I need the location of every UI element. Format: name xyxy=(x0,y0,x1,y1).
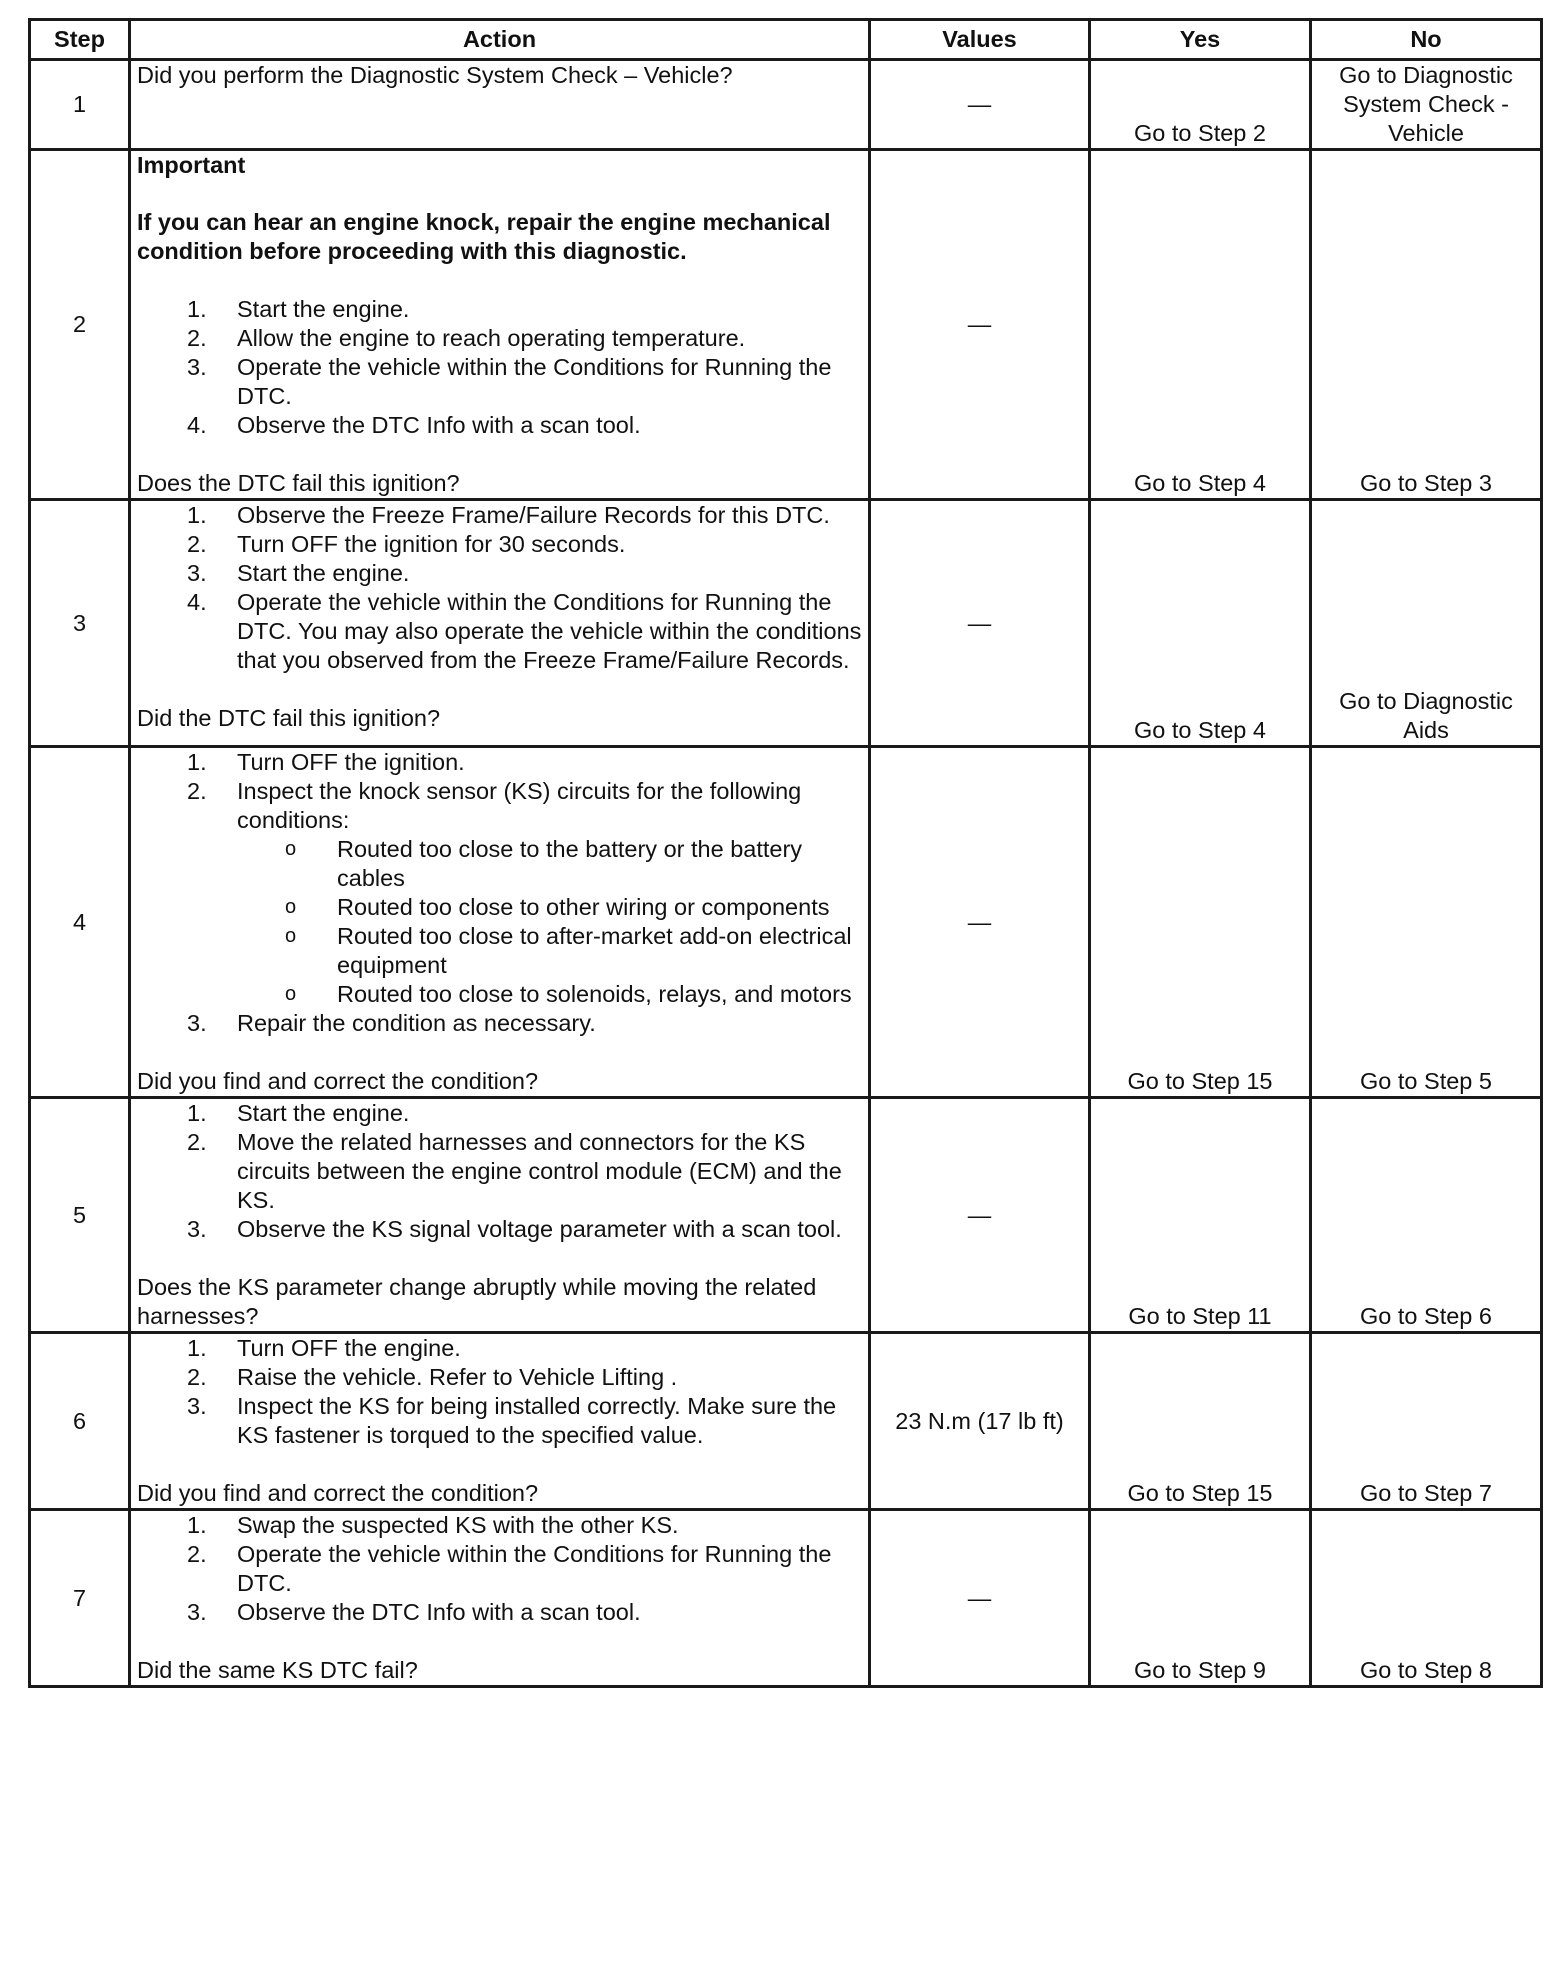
no-result: Go to Step 8 xyxy=(1311,1510,1542,1687)
header-values: Values xyxy=(870,20,1090,60)
instruction-list xyxy=(137,1099,862,1244)
value-cell: — xyxy=(870,500,1090,747)
instruction-item xyxy=(137,353,862,411)
spacer xyxy=(137,1627,862,1656)
instruction-number: 1. xyxy=(187,749,207,775)
question-text: Did you perform the Diagnostic System Check – Vehicle? xyxy=(137,62,733,88)
instruction-number: 1. xyxy=(187,502,207,528)
instruction-number: 1. xyxy=(187,296,207,322)
spacer xyxy=(137,266,862,295)
header-yes: Yes xyxy=(1090,20,1311,60)
instruction-number: 4. xyxy=(187,589,207,615)
no-result: Go to Step 3 xyxy=(1311,150,1542,500)
step-number: 1 xyxy=(30,60,130,150)
value-cell: — xyxy=(870,747,1090,1098)
instruction-item xyxy=(137,501,862,530)
instruction-text: Start the engine. xyxy=(237,560,410,586)
value-cell: — xyxy=(870,60,1090,150)
condition-text: Routed too close to other wiring or components xyxy=(337,894,830,920)
diagnostic-table xyxy=(28,18,1543,1688)
table-row xyxy=(30,747,1542,1098)
step-number: 4 xyxy=(30,747,130,1098)
instruction-item xyxy=(137,777,862,1009)
instruction-item xyxy=(137,1334,862,1363)
condition-item xyxy=(137,980,862,1009)
value-cell: — xyxy=(870,1510,1090,1687)
instruction-item xyxy=(137,1540,862,1598)
instruction-number: 3. xyxy=(187,354,207,380)
instruction-text: Start the engine. xyxy=(237,296,410,322)
instruction-item xyxy=(137,1511,862,1540)
instruction-text: Repair the condition as necessary. xyxy=(237,1010,596,1036)
instruction-text: Turn OFF the ignition for 30 seconds. xyxy=(237,531,626,557)
table-row xyxy=(30,1098,1542,1333)
instruction-number: 4. xyxy=(187,412,207,438)
yes-result: Go to Step 15 xyxy=(1090,1333,1311,1510)
step-number: 5 xyxy=(30,1098,130,1333)
action-cell xyxy=(130,150,870,500)
instruction-list xyxy=(137,1334,862,1450)
question-text: Does the KS parameter change abruptly while moving the related harnesses? xyxy=(137,1274,817,1329)
instruction-number: 2. xyxy=(187,778,207,804)
instruction-item xyxy=(137,1099,862,1128)
action-cell xyxy=(130,1098,870,1333)
instruction-text: Move the related harnesses and connectors for the KS circuits between the engine control module (ECM) and the KS. xyxy=(237,1129,842,1213)
question-text: Did the DTC fail this ignition? xyxy=(137,705,441,731)
yes-result: Go to Step 9 xyxy=(1090,1510,1311,1687)
instruction-item xyxy=(137,748,862,777)
table-row xyxy=(30,1333,1542,1510)
instruction-text: Turn OFF the ignition. xyxy=(237,749,465,775)
action-cell xyxy=(130,60,870,150)
instruction-item xyxy=(137,559,862,588)
instruction-number: 1. xyxy=(187,1512,207,1538)
instruction-list xyxy=(137,501,862,675)
instruction-item xyxy=(137,1363,862,1392)
instruction-item xyxy=(137,530,862,559)
question-text: Did you find and correct the condition? xyxy=(137,1068,539,1094)
spacer xyxy=(137,440,862,469)
action-cell xyxy=(130,1333,870,1510)
step-number: 6 xyxy=(30,1333,130,1510)
spacer xyxy=(137,1038,862,1067)
instruction-number: 3. xyxy=(187,1216,207,1242)
instruction-list xyxy=(137,748,862,1038)
instruction-list xyxy=(137,1511,862,1627)
condition-item xyxy=(137,893,862,922)
question-text: Does the DTC fail this ignition? xyxy=(137,470,460,496)
condition-item xyxy=(137,835,862,893)
instruction-number: 2. xyxy=(187,531,207,557)
spacer xyxy=(137,675,862,704)
header-no: No xyxy=(1311,20,1542,60)
instruction-item xyxy=(137,1215,862,1244)
instruction-text: Observe the KS signal voltage parameter with a scan tool. xyxy=(237,1216,842,1242)
instruction-number: 2. xyxy=(187,1129,207,1155)
yes-result: Go to Step 11 xyxy=(1090,1098,1311,1333)
table-body xyxy=(30,60,1542,1687)
instruction-number: 3. xyxy=(187,1010,207,1036)
header-row xyxy=(30,20,1542,60)
question-text: Did you find and correct the condition? xyxy=(137,1480,539,1506)
yes-result: Go to Step 15 xyxy=(1090,747,1311,1098)
condition-item xyxy=(137,922,862,980)
instruction-number: 2. xyxy=(187,1364,207,1390)
yes-result: Go to Step 4 xyxy=(1090,150,1311,500)
no-result: Go to Step 5 xyxy=(1311,747,1542,1098)
value-cell: 23 N.m (17 lb ft) xyxy=(870,1333,1090,1510)
bullet-icon: o xyxy=(285,983,297,1005)
header-step: Step xyxy=(30,20,130,60)
instruction-number: 1. xyxy=(187,1100,207,1126)
action-cell xyxy=(130,500,870,747)
instruction-text: Observe the Freeze Frame/Failure Records for this DTC. xyxy=(237,502,830,528)
condition-text: Routed too close to solenoids, relays, and motors xyxy=(337,981,852,1007)
spacer xyxy=(137,1450,862,1479)
instruction-item xyxy=(137,1598,862,1627)
header-action: Action xyxy=(130,20,870,60)
instruction-text: Raise the vehicle. Refer to Vehicle Lifting . xyxy=(237,1364,678,1390)
value-cell: — xyxy=(870,1098,1090,1333)
instruction-number: 2. xyxy=(187,1541,207,1567)
condition-list xyxy=(237,835,862,1009)
no-result: Go to Diagnostic Aids xyxy=(1311,500,1542,747)
instruction-number: 3. xyxy=(187,1599,207,1625)
bullet-icon: o xyxy=(285,925,297,947)
important-text: If you can hear an engine knock, repair the engine mechanical condition before proceeding with this diagnostic. xyxy=(137,209,831,264)
instruction-number: 1. xyxy=(187,1335,207,1361)
instruction-number: 2. xyxy=(187,325,207,351)
condition-text: Routed too close to the battery or the battery cables xyxy=(337,836,803,891)
table-row xyxy=(30,150,1542,500)
bullet-icon: o xyxy=(285,838,297,860)
instruction-text: Operate the vehicle within the Conditions for Running the DTC. xyxy=(237,1541,832,1596)
instruction-item xyxy=(137,295,862,324)
step-number: 2 xyxy=(30,150,130,500)
instruction-text: Inspect the knock sensor (KS) circuits for the following conditions: xyxy=(237,778,802,833)
instruction-item xyxy=(137,1009,862,1038)
no-result: Go to Diagnostic System Check - Vehicle xyxy=(1311,60,1542,150)
action-cell xyxy=(130,747,870,1098)
bullet-icon: o xyxy=(285,896,297,918)
condition-text: Routed too close to after-market add-on electrical equipment xyxy=(337,923,852,978)
spacer xyxy=(137,1244,862,1273)
instruction-text: Observe the DTC Info with a scan tool. xyxy=(237,1599,641,1625)
instruction-item xyxy=(137,1392,862,1450)
step-number: 7 xyxy=(30,1510,130,1687)
step-number: 3 xyxy=(30,500,130,747)
instruction-text: Inspect the KS for being installed correctly. Make sure the KS fastener is torqued to the specified value. xyxy=(237,1393,837,1448)
value-cell: — xyxy=(870,150,1090,500)
instruction-item xyxy=(137,411,862,440)
question-text: Did the same KS DTC fail? xyxy=(137,1657,418,1683)
yes-result: Go to Step 2 xyxy=(1090,60,1311,150)
instruction-text: Turn OFF the engine. xyxy=(237,1335,461,1361)
instruction-text: Operate the vehicle within the Conditions for Running the DTC. You may also operate the vehicle within the conditions that you observed from the Freeze Frame/Failure Records. xyxy=(237,589,862,673)
table-row xyxy=(30,60,1542,150)
instruction-number: 3. xyxy=(187,1393,207,1419)
instruction-text: Observe the DTC Info with a scan tool. xyxy=(237,412,641,438)
instruction-list xyxy=(137,295,862,440)
no-result: Go to Step 6 xyxy=(1311,1098,1542,1333)
instruction-item xyxy=(137,1128,862,1215)
action-cell xyxy=(130,1510,870,1687)
instruction-text: Operate the vehicle within the Conditions for Running the DTC. xyxy=(237,354,832,409)
table-row xyxy=(30,500,1542,747)
instruction-item xyxy=(137,588,862,675)
no-result: Go to Step 7 xyxy=(1311,1333,1542,1510)
yes-result: Go to Step 4 xyxy=(1090,500,1311,747)
instruction-text: Allow the engine to reach operating temperature. xyxy=(237,325,746,351)
instruction-text: Start the engine. xyxy=(237,1100,410,1126)
instruction-number: 3. xyxy=(187,560,207,586)
instruction-text: Swap the suspected KS with the other KS. xyxy=(237,1512,679,1538)
important-title: Important xyxy=(137,152,246,178)
instruction-item xyxy=(137,324,862,353)
table-row xyxy=(30,1510,1542,1687)
